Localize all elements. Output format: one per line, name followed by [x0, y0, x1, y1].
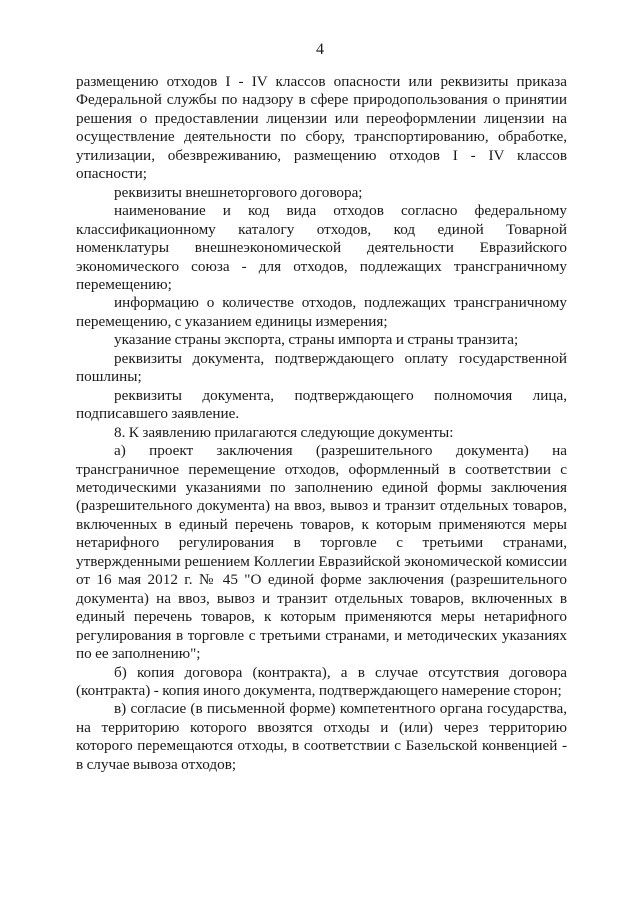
paragraph-signatory-authority: реквизиты документа, подтверждающего полномочия лица, подписавшего заявление.: [76, 386, 567, 423]
paragraph-section-8-heading: 8. К заявлению прилагаются следующие документы:: [114, 423, 454, 441]
paragraph-item-b: б) копия договора (контракта), а в случае отсутствия договора (контракта) - копия иного документа, подтверждающего намерение сторон;: [76, 663, 567, 699]
paragraph-item-a: а) проект заключения (разрешительного документа) на трансграничное перемещение отходов, оформленный в соответствии с методическими указаниями по заполнению единой формы заключения (разрешительного документа) на ввоз, вывоз и транзит отдельных товаров, включенных в единый перечень товаров, к которым применяются меры нетарифного регулирования в торговле с третьими странами, утвержденными решением Коллегии Евразийской экономической комиссии от 16 мая 2012 г. № 45 "О единой форме заключения (разрешительного документа) на ввоз, вывоз и транзит отдельных товаров, включенных в единый перечень товаров, к которым применяются меры нетарифного регулирования в торговле с третьими странами, и методических указаниях по ее заполнению";: [76, 442, 567, 663]
paragraph-trade-contract: реквизиты внешнеторгового договора;: [114, 183, 363, 201]
page-number: 4: [316, 41, 324, 58]
paragraph-duty-payment: реквизиты документа, подтверждающего оплату государственной пошлины;: [76, 349, 567, 386]
paragraph-item-c: в) согласие (в письменной форме) компетентного органа государства, на территорию которого ввозятся отходы и (или) через территорию которого перемещаются отходы, в соответствии с Базельской конвенцией - в случае вывоза отходов;: [76, 700, 567, 773]
paragraph-license-continuation: размещению отходов I - IV классов опасности или реквизиты приказа Федеральной службы по надзору в сфере природопользования о принятии решения о предоставлении лицензии или переоформлении лицензии на осуществление деятельности по сбору, транспортированию, обработке, утилизации, обезвреживанию, размещению отходов I - IV классов опасности;: [76, 73, 567, 183]
paragraph-waste-quantity: информацию о количестве отходов, подлежащих трансграничному перемещению, с указанием единицы измерения;: [76, 294, 567, 330]
paragraph-countries: указание страны экспорта, страны импорта и страны транзита;: [114, 331, 519, 349]
document-body: [76, 73, 567, 774]
paragraph-waste-name-code: наименование и код вида отходов согласно федеральному классификационному каталогу отходов, код единой Товарной номенклатуры внешнеэкономической деятельности Евразийского экономического союза - для отходов, подлежащих трансграничному перемещению;: [76, 202, 567, 293]
